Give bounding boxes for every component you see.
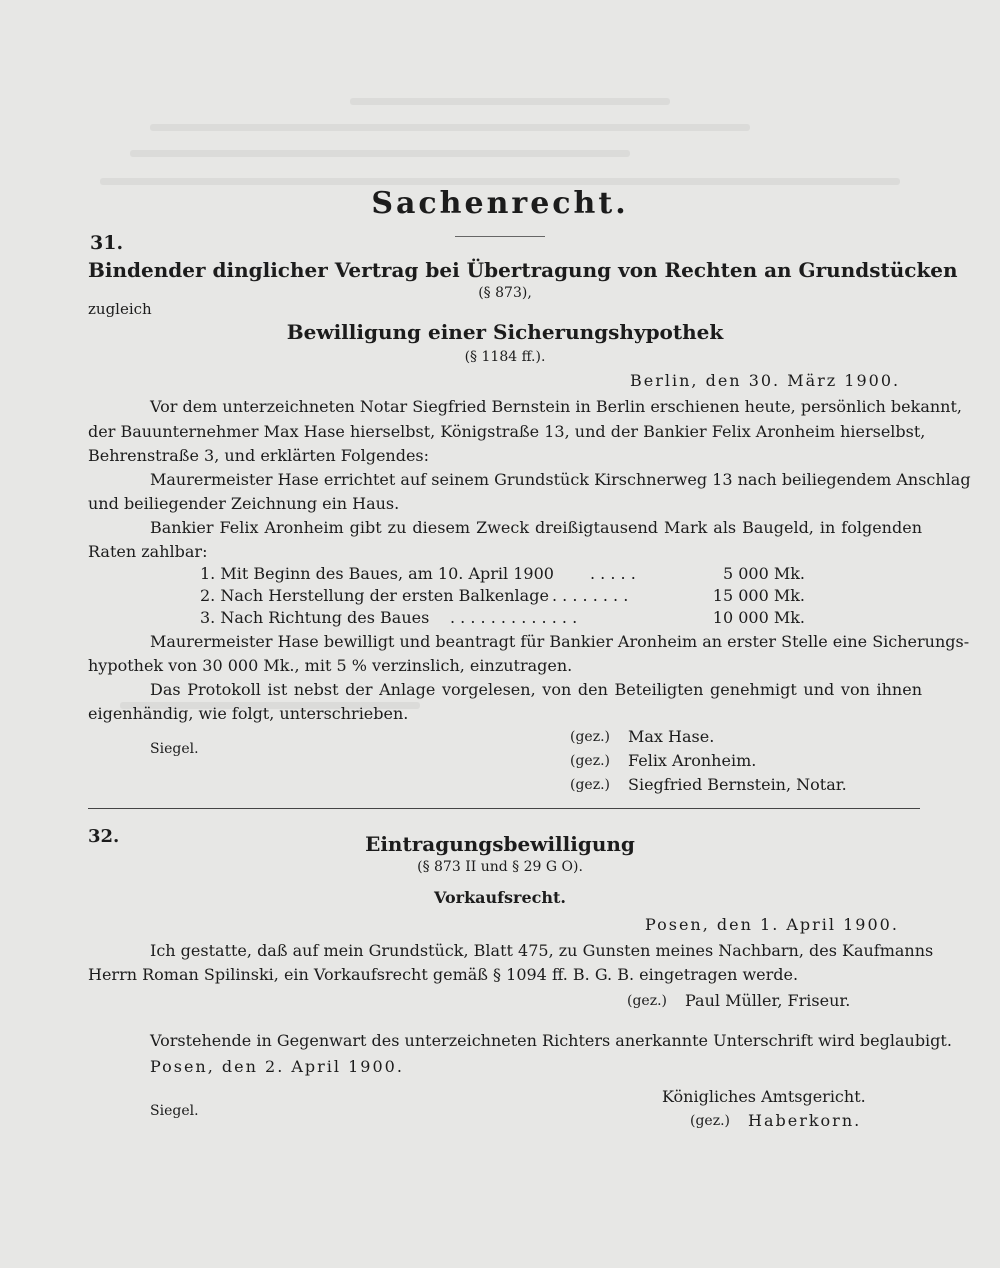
paragraph-line: und beiliegender Zeichnung ein Haus.	[88, 494, 400, 513]
seal-label: Siegel.	[150, 741, 199, 757]
signature-prefix: (gez.)	[627, 993, 667, 1009]
section-number-32: 32.	[88, 826, 120, 847]
section-31-ref2: (§ 1184 ff.).	[464, 349, 546, 365]
rate-dots: . . . . .	[590, 564, 636, 583]
rate-amount: 5 000 Mk.	[722, 564, 805, 583]
paragraph-line: Ich gestatte, daß auf mein Grundstück, Blatt 475, zu Gunsten meines Nachbarn, des Kaufmanns	[150, 941, 934, 960]
signature-prefix: (gez.)	[570, 729, 610, 745]
rate-dots: . . . . . . . . . . . . .	[450, 608, 578, 627]
rate-dots: . . . . . . . .	[552, 586, 629, 605]
bleed-through	[350, 98, 670, 105]
signature-name: Max Hase.	[628, 727, 715, 746]
seal-label: Siegel.	[150, 1103, 199, 1119]
section-32-heading: Eintragungsbewilligung	[365, 832, 635, 856]
paragraph-line: Maurermeister Hase errichtet auf seinem Grundstück Kirschnerweg 13 nach beiliegendem Anschlag	[150, 470, 971, 489]
section-31-heading: Bindender dinglicher Vertrag bei Übertragung von Rechten an Grundstücken	[88, 258, 958, 282]
paragraph-line: eigenhändig, wie folgt, unterschrieben.	[88, 704, 409, 723]
rate-label: 1. Mit Beginn des Baues, am 10. April 1900	[200, 564, 554, 583]
court-name: Königliches Amtsgericht.	[662, 1087, 866, 1106]
paragraph-line: Raten zahlbar:	[88, 542, 208, 561]
rate-label: 2. Nach Herstellung der ersten Balkenlage	[200, 586, 549, 605]
section-31-ref: (§ 873),	[478, 285, 532, 301]
bleed-through	[100, 178, 900, 185]
section-32-date2: Posen, den 2. April 1900.	[150, 1057, 404, 1076]
paragraph-line: Vor dem unterzeichneten Notar Siegfried Bernstein in Berlin erschienen heute, persönlich bekannt,	[150, 397, 962, 416]
paragraph-line: hypothek von 30 000 Mk., mit 5 % verzinslich, einzutragen.	[88, 656, 573, 675]
paragraph-line: Maurermeister Hase bewilligt und beantragt für Bankier Aronheim an erster Stelle eine Sicherungs-	[150, 632, 970, 651]
bleed-through	[150, 124, 750, 131]
section-32-ref: (§ 873 II und § 29 G O).	[417, 859, 583, 875]
paragraph-line: Das Protokoll ist nebst der Anlage vorgelesen, von den Beteiligten genehmigt und von ihnen	[150, 680, 922, 699]
signature-name: Paul Müller, Friseur.	[685, 991, 851, 1010]
rate-amount: 15 000 Mk.	[712, 586, 805, 605]
rate-amount: 10 000 Mk.	[712, 608, 805, 627]
signature-name: Haberkorn.	[748, 1111, 862, 1130]
page-title: Sachenrecht.	[371, 186, 629, 221]
signature-prefix: (gez.)	[690, 1113, 730, 1129]
paragraph-line: der Bauunternehmer Max Hase hierselbst, Königstraße 13, und der Bankier Felix Aronheim hierselbst,	[88, 422, 926, 441]
paragraph-line: Vorstehende in Gegenwart des unterzeichneten Richters anerkannte Unterschrift wird beglaubigt.	[150, 1031, 952, 1050]
rate-label: 3. Nach Richtung des Baues	[200, 608, 430, 627]
section-number-31: 31.	[90, 232, 124, 254]
signature-name: Felix Aronheim.	[628, 751, 757, 770]
paragraph-line: Behrenstraße 3, und erklärten Folgendes:	[88, 446, 430, 465]
zugleich-label: zugleich	[88, 300, 152, 318]
title-underline	[455, 236, 545, 237]
paragraph-line: Herrn Roman Spilinski, ein Vorkaufsrecht gemäß § 1094 ff. B. G. B. eingetragen werde.	[88, 965, 799, 984]
section-31-subheading: Bewilligung einer Sicherungshypothek	[286, 320, 724, 344]
bleed-through	[130, 150, 630, 157]
signature-name: Siegfried Bernstein, Notar.	[628, 775, 847, 794]
section-32-date: Posen, den 1. April 1900.	[645, 915, 899, 934]
signature-prefix: (gez.)	[570, 777, 610, 793]
section-32-subheading: Vorkaufsrecht.	[434, 888, 566, 907]
signature-prefix: (gez.)	[570, 753, 610, 769]
section-divider	[88, 808, 920, 809]
paragraph-line: Bankier Felix Aronheim gibt zu diesem Zweck dreißigtausend Mark als Baugeld, in folgenden	[150, 518, 922, 537]
section-31-date: Berlin, den 30. März 1900.	[630, 371, 901, 390]
